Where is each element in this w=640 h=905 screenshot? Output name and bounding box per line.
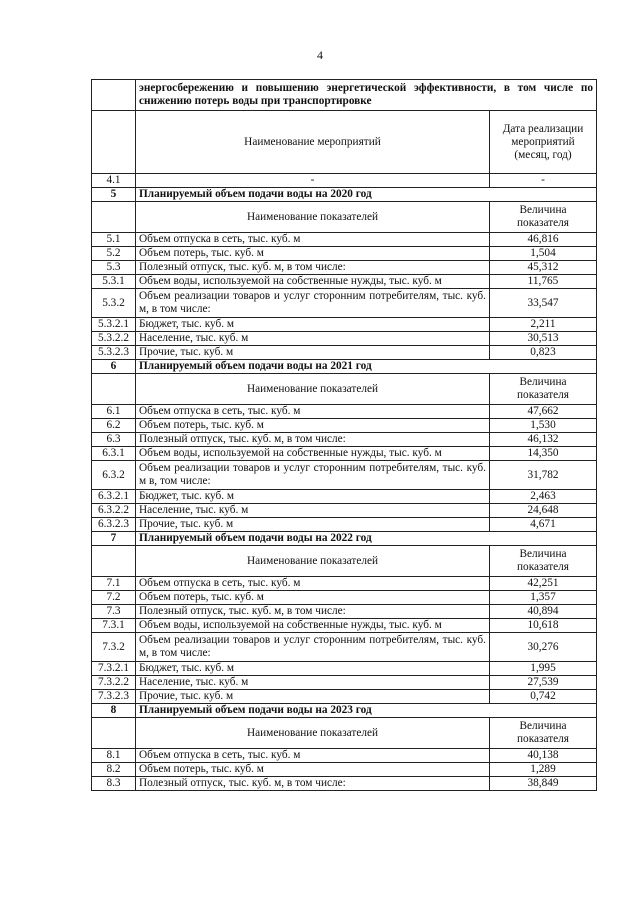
- table-row: [92, 690, 597, 704]
- indicator-value: 47,662: [490, 405, 597, 419]
- section-title: Планируемый объем подачи воды на 2023 год: [136, 704, 597, 718]
- indicator-name: Объем реализации товаров и услуг сторонним потребителям, тыс. куб. м в, том числе:: [136, 461, 490, 490]
- indicator-value: 40,138: [490, 749, 597, 763]
- page-number: 4: [317, 48, 323, 62]
- table-row: [92, 261, 597, 275]
- indicator-name: Бюджет, тыс. куб. м: [136, 490, 490, 504]
- section-num: 8: [92, 704, 136, 718]
- indicator-value: 31,782: [490, 461, 597, 490]
- indicator-name: Бюджет, тыс. куб. м: [136, 662, 490, 676]
- row-num: 6.3: [92, 433, 136, 447]
- row-num: 5.3.2.3: [92, 346, 136, 360]
- indicator-value: 40,894: [490, 605, 597, 619]
- events-header-row: [92, 111, 597, 174]
- indicator-value: 38,849: [490, 777, 597, 791]
- indicator-value: 45,312: [490, 261, 597, 275]
- section-num: 6: [92, 360, 136, 374]
- table-row: [92, 749, 597, 763]
- section-header-num-cell: [92, 718, 136, 749]
- indicator-value: 1,504: [490, 247, 597, 261]
- event-date: -: [490, 174, 597, 188]
- intro-row: [92, 80, 597, 111]
- table-body: [92, 80, 597, 791]
- indicator-value: 1,357: [490, 591, 597, 605]
- row-num: 5.3: [92, 261, 136, 275]
- table-row: [92, 591, 597, 605]
- indicator-value: 24,648: [490, 504, 597, 518]
- section-title: Планируемый объем подачи воды на 2022 год: [136, 532, 597, 546]
- section-header-row: [92, 202, 597, 233]
- indicator-name: Объем отпуска в сеть, тыс. куб. м: [136, 405, 490, 419]
- water-supply-table: [91, 79, 597, 791]
- section-title: Планируемый объем подачи воды на 2021 год: [136, 360, 597, 374]
- row-num: 5.2: [92, 247, 136, 261]
- indicator-name: Объем потерь, тыс. куб. м: [136, 247, 490, 261]
- indicator-name: Объем реализации товаров и услуг сторонним потребителям, тыс. куб. м, в том числе:: [136, 289, 490, 318]
- table-row: [92, 332, 597, 346]
- indicator-name: Объем отпуска в сеть, тыс. куб. м: [136, 577, 490, 591]
- row-num: 7.3.2.3: [92, 690, 136, 704]
- row-num: 7.3.2.1: [92, 662, 136, 676]
- table-row: [92, 763, 597, 777]
- indicator-value: 46,816: [490, 233, 597, 247]
- indicator-name: Объем потерь, тыс. куб. м: [136, 419, 490, 433]
- section-header-num-cell: [92, 202, 136, 233]
- intro-text: энергосбережению и повышению энергетической эффективности, в том числе по снижению потерь воды при транспортировке: [136, 80, 597, 111]
- table-row: [92, 490, 597, 504]
- table-row: [92, 777, 597, 791]
- indicator-name: Полезный отпуск, тыс. куб. м, в том числе:: [136, 261, 490, 275]
- section-header-num-cell: [92, 374, 136, 405]
- table-row: [92, 346, 597, 360]
- table-row: [92, 419, 597, 433]
- indicator-name-header: Наименование показателей: [136, 546, 490, 577]
- indicator-name: Полезный отпуск, тыс. куб. м, в том числе:: [136, 433, 490, 447]
- indicator-value: 33,547: [490, 289, 597, 318]
- table-row: [92, 633, 597, 662]
- table-row: [92, 504, 597, 518]
- indicator-name: Население, тыс. куб. м: [136, 504, 490, 518]
- indicator-value-header: Величина показателя: [490, 374, 597, 405]
- indicator-name: Объем воды, используемой на собственные нужды, тыс. куб. м: [136, 275, 490, 289]
- indicator-name: Объем реализации товаров и услуг сторонним потребителям, тыс. куб. м, в том числе:: [136, 633, 490, 662]
- events-header-num-cell: [92, 111, 136, 174]
- row-num: 5.3.1: [92, 275, 136, 289]
- indicator-name: Прочие, тыс. куб. м: [136, 518, 490, 532]
- indicator-name: Прочие, тыс. куб. м: [136, 346, 490, 360]
- section-title-row: [92, 188, 597, 202]
- row-num: 6.3.2.2: [92, 504, 136, 518]
- table-row: [92, 577, 597, 591]
- section-num: 5: [92, 188, 136, 202]
- events-date-header: Дата реализации мероприятий (месяц, год): [490, 111, 597, 174]
- indicator-name: Полезный отпуск, тыс. куб. м, в том числе:: [136, 777, 490, 791]
- row-num: 7.3.2: [92, 633, 136, 662]
- row-num: 5.1: [92, 233, 136, 247]
- row-num: 7.3.1: [92, 619, 136, 633]
- indicator-value-header: Величина показателя: [490, 202, 597, 233]
- section-header-row: [92, 546, 597, 577]
- event-name: -: [136, 174, 490, 188]
- section-header-row: [92, 718, 597, 749]
- row-num: 5.3.2: [92, 289, 136, 318]
- table-row: [92, 605, 597, 619]
- indicator-name: Объем отпуска в сеть, тыс. куб. м: [136, 749, 490, 763]
- indicator-name: Объем отпуска в сеть, тыс. куб. м: [136, 233, 490, 247]
- indicator-value: 1,530: [490, 419, 597, 433]
- row-num: 8.1: [92, 749, 136, 763]
- indicator-name: Бюджет, тыс. куб. м: [136, 318, 490, 332]
- row-num: 6.3.2.3: [92, 518, 136, 532]
- table-row: [92, 275, 597, 289]
- row-num: 6.3.2: [92, 461, 136, 490]
- indicator-name-header: Наименование показателей: [136, 374, 490, 405]
- section-title-row: [92, 704, 597, 718]
- table-row: [92, 518, 597, 532]
- section-header-num-cell: [92, 546, 136, 577]
- indicator-name: Прочие, тыс. куб. м: [136, 690, 490, 704]
- indicator-name: Объем потерь, тыс. куб. м: [136, 763, 490, 777]
- table-row: [92, 289, 597, 318]
- indicator-value: 1,995: [490, 662, 597, 676]
- indicator-value: 0,742: [490, 690, 597, 704]
- event-num: 4.1: [92, 174, 136, 188]
- table-row: [92, 619, 597, 633]
- indicator-value: 2,463: [490, 490, 597, 504]
- indicator-name: Объем воды, используемой на собственные нужды, тыс. куб. м: [136, 619, 490, 633]
- intro-num-cell: [92, 80, 136, 111]
- indicator-name: Полезный отпуск, тыс. куб. м, в том числе:: [136, 605, 490, 619]
- section-title-row: [92, 532, 597, 546]
- indicator-value: 1,289: [490, 763, 597, 777]
- row-num: 7.3.2.2: [92, 676, 136, 690]
- indicator-value: 14,350: [490, 447, 597, 461]
- indicator-value: 4,671: [490, 518, 597, 532]
- table-row: [92, 447, 597, 461]
- indicator-value: 30,276: [490, 633, 597, 662]
- indicator-value: 42,251: [490, 577, 597, 591]
- indicator-value-header: Величина показателя: [490, 546, 597, 577]
- table-row: [92, 433, 597, 447]
- table-row: [92, 676, 597, 690]
- event-row: [92, 174, 597, 188]
- indicator-value: 2,211: [490, 318, 597, 332]
- row-num: 5.3.2.1: [92, 318, 136, 332]
- row-num: 7.1: [92, 577, 136, 591]
- row-num: 5.3.2.2: [92, 332, 136, 346]
- table-row: [92, 662, 597, 676]
- row-num: 6.1: [92, 405, 136, 419]
- indicator-name: Объем воды, используемой на собственные нужды, тыс. куб. м: [136, 447, 490, 461]
- indicator-value: 30,513: [490, 332, 597, 346]
- table-row: [92, 405, 597, 419]
- section-num: 7: [92, 532, 136, 546]
- table-row: [92, 233, 597, 247]
- indicator-name: Население, тыс. куб. м: [136, 332, 490, 346]
- row-num: 7.2: [92, 591, 136, 605]
- events-name-header: Наименование мероприятий: [136, 111, 490, 174]
- row-num: 6.3.1: [92, 447, 136, 461]
- table-row: [92, 461, 597, 490]
- indicator-name-header: Наименование показателей: [136, 718, 490, 749]
- indicator-name: Объем потерь, тыс. куб. м: [136, 591, 490, 605]
- indicator-value: 0,823: [490, 346, 597, 360]
- row-num: 6.3.2.1: [92, 490, 136, 504]
- row-num: 8.3: [92, 777, 136, 791]
- row-num: 7.3: [92, 605, 136, 619]
- indicator-value: 46,132: [490, 433, 597, 447]
- section-title-row: [92, 360, 597, 374]
- table-row: [92, 247, 597, 261]
- indicator-name: Население, тыс. куб. м: [136, 676, 490, 690]
- indicator-value: 11,765: [490, 275, 597, 289]
- indicator-value: 10,618: [490, 619, 597, 633]
- indicator-value: 27,539: [490, 676, 597, 690]
- section-title: Планируемый объем подачи воды на 2020 год: [136, 188, 597, 202]
- row-num: 8.2: [92, 763, 136, 777]
- section-header-row: [92, 374, 597, 405]
- indicator-name-header: Наименование показателей: [136, 202, 490, 233]
- row-num: 6.2: [92, 419, 136, 433]
- indicator-value-header: Величина показателя: [490, 718, 597, 749]
- table-row: [92, 318, 597, 332]
